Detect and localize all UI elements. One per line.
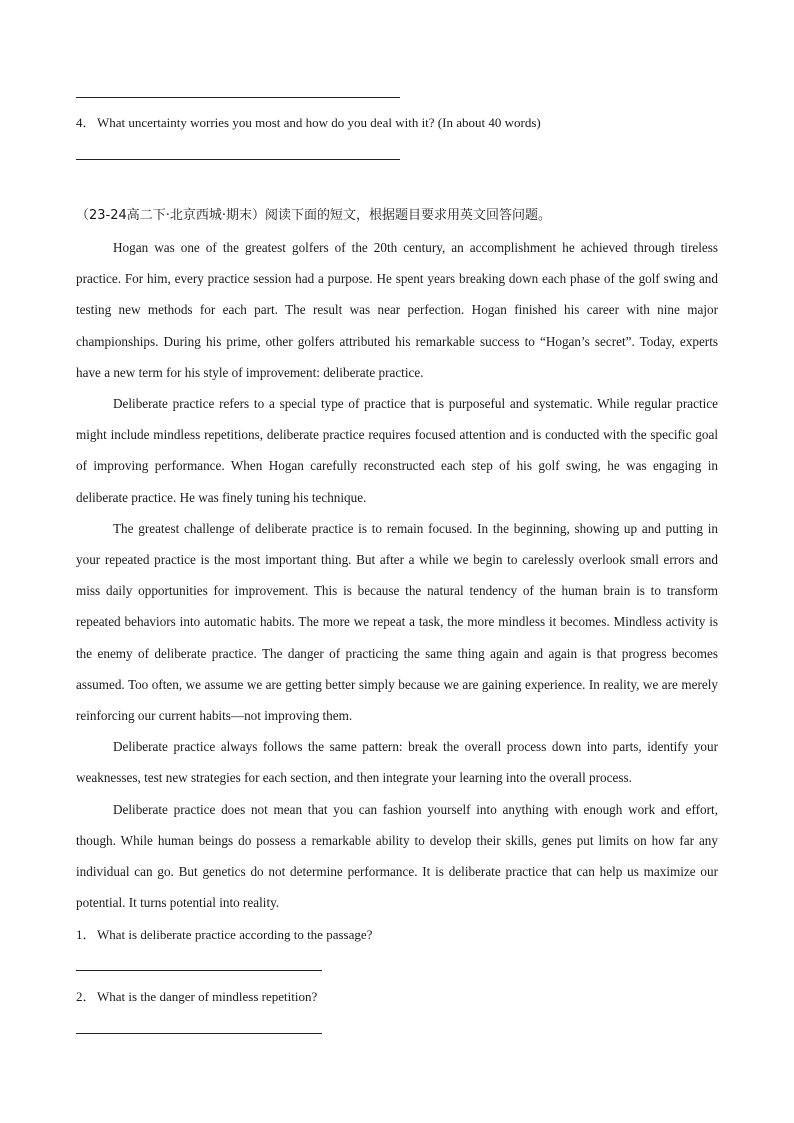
question-number: 1． xyxy=(76,927,96,942)
section-heading: （23-24高二下·北京西城·期末）阅读下面的短文，根据题目要求用英文回答问题。 xyxy=(76,208,552,223)
question-1 xyxy=(76,927,372,943)
paragraph: The greatest challenge of deliberate practice is to remain focused. In the beginning, showing up and putting in your repeated practice is the most important thing. But after a while we begin to carelessly overlook small errors and miss daily opportunities for improvement. This is because the natural tendency of the human brain is to transform repeated behaviors into automatic habits. The more we repeat a task, the more mindless it becomes. Mindless activity is the enemy of deliberate practice. The danger of practicing the same thing again and again is that progress becomes assumed. Too often, we assume we are getting better simply because we are gaining experience. In reality, we are merely reinforcing our current habits—not improving them. xyxy=(76,520,718,724)
answer-line[interactable] xyxy=(76,97,400,98)
question-text: What is the danger of mindless repetition? xyxy=(97,989,318,1004)
answer-line[interactable] xyxy=(76,159,400,160)
question-text: What is deliberate practice according to the passage? xyxy=(97,927,373,942)
question-4 xyxy=(76,115,541,131)
reading-passage xyxy=(76,232,718,918)
question-number: 4． xyxy=(76,115,96,130)
paragraph: Deliberate practice does not mean that you can fashion yourself into anything with enough work and effort, though. While human beings do possess a remarkable ability to develop their skills, genes put limits on how far any individual can go. But genetics do not determine performance. It is deliberate practice that can help us maximize our potential. It turns potential into reality. xyxy=(76,801,718,911)
answer-line[interactable] xyxy=(76,970,322,971)
question-text: What uncertainty worries you most and how do you deal with it? (In about 40 words) xyxy=(97,115,541,130)
paragraph: Deliberate practice always follows the same pattern: break the overall process down into parts, identify your weaknesses, test new strategies for each section, and then integrate your learning into the overall process. xyxy=(76,739,718,786)
paragraph: Hogan was one of the greatest golfers of the 20th century, an accomplishment he achieved through tireless practice. For him, every practice session had a purpose. He spent years breaking down each phase of the golf swing and testing new methods for each part. The result was near perfection. Hogan finished his career with nine major championships. During his prime, other golfers attributed his remarkable success to “Hogan’s secret”. Today, experts have a new term for his style of improvement: deliberate practice. xyxy=(76,240,718,380)
question-number: 2． xyxy=(76,989,96,1004)
question-2 xyxy=(76,989,317,1005)
paragraph: Deliberate practice refers to a special type of practice that is purposeful and systematic. While regular practice might include mindless repetitions, deliberate practice requires focused attention and is conducted with the specific goal of improving performance. When Hogan carefully reconstructed each step of his golf swing, he was engaging in deliberate practice. He was finely tuning his technique. xyxy=(76,396,718,505)
answer-line[interactable] xyxy=(76,1033,322,1034)
